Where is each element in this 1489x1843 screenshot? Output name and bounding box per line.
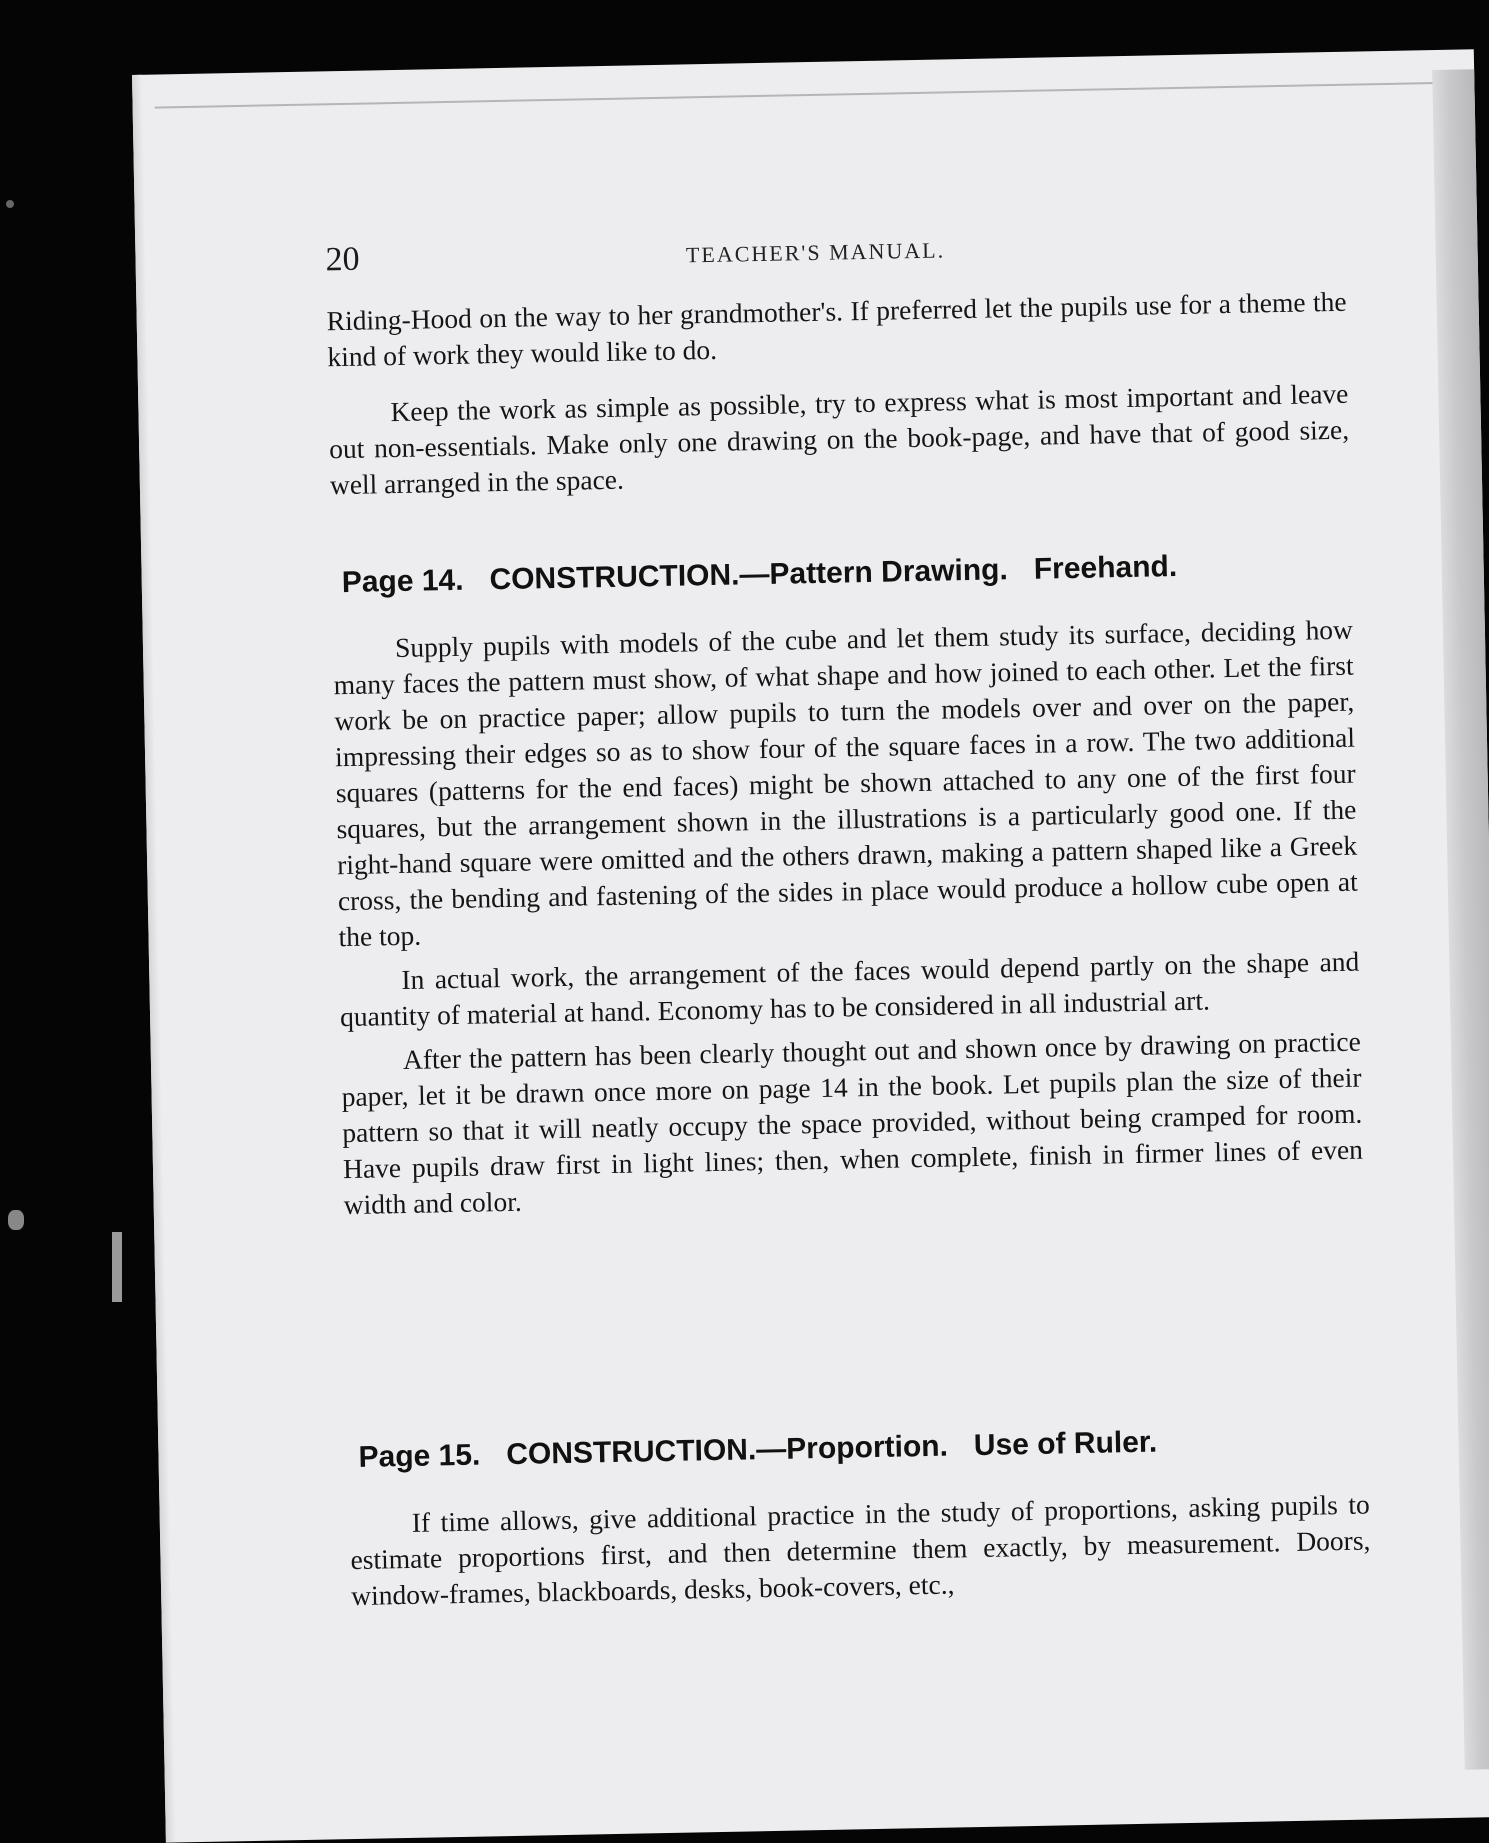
paragraph: After the pattern has been clearly thought out and shown once by drawing on practice paper, let it be drawn once more on page 14 in the book. Let pupils plan the size of their pattern so that it will neatly occupy the space provided, without being cramped for room. Have pupils draw first in light lines; then, when complete, finish in firmer lines of even width and color. [341,1025,1364,1221]
section-title: CONSTRUCTION.—Proportion. [505,1429,949,1472]
paragraph: Keep the work as simple as possible, try to express what is most important and leave out non-essentials. Make only one drawing on the book-page, and have that of good size, well arranged in the space. [328,377,1350,501]
paragraph: Riding-Hood on the way to her grandmother's. If preferred let the pupils use for a theme the kind of work they would like to do. [326,285,1347,373]
section-subtitle: Use of Ruler. [973,1425,1158,1463]
page-number: 20 [325,240,360,279]
scan-speck [8,1210,24,1230]
paragraph: If time allows, give additional practice in the study of proportions, asking pupils to estimate proportions first, and then determine them exactly, by measurement. Doors, window-frames, blackboards, desks, book-covers, etc., [350,1488,1371,1612]
section-page-label: Page 14. [341,563,464,600]
book-page [132,49,1489,1842]
section-14-text [333,612,1364,1223]
section-title: CONSTRUCTION.—Pattern Drawing. [489,553,1009,597]
paragraph: In actual work, the arrangement of the faces would depend partly on the shape and quantity of material at hand. Economy has to be considered in all industrial art. [339,945,1360,1033]
running-head-title: TEACHER'S MANUAL. [685,237,946,268]
top-rule [155,82,1435,109]
running-head [325,223,1306,282]
section-heading-page-15 [358,1422,1358,1475]
intro-text [326,284,1350,504]
section-page-label: Page 15. [358,1438,481,1474]
scan-speck [6,200,14,208]
binding-clip [112,1232,122,1302]
section-heading-page-14 [341,547,1341,600]
paragraph: Supply pupils with models of the cube and let them study its surface, deciding how many faces the pattern must show, of what shape and how joined to each other. Let the first work be on practice paper; allow pupils to turn the models over and over on the paper, impressing their edges so as to show four of the square faces in a row. The two additional squares (patterns for the end faces) might be shown attached to any one of the first four squares, but the arrangement shown in the illustrations is a particularly good one. If the right-hand square were omitted and the others drawn, making a pattern shaped like a Greek cross, the bending and fastening of the sides in place would produce a hollow cube open at the top. [333,613,1358,953]
section-subtitle: Freehand. [1033,550,1178,586]
section-15-text [350,1487,1372,1615]
